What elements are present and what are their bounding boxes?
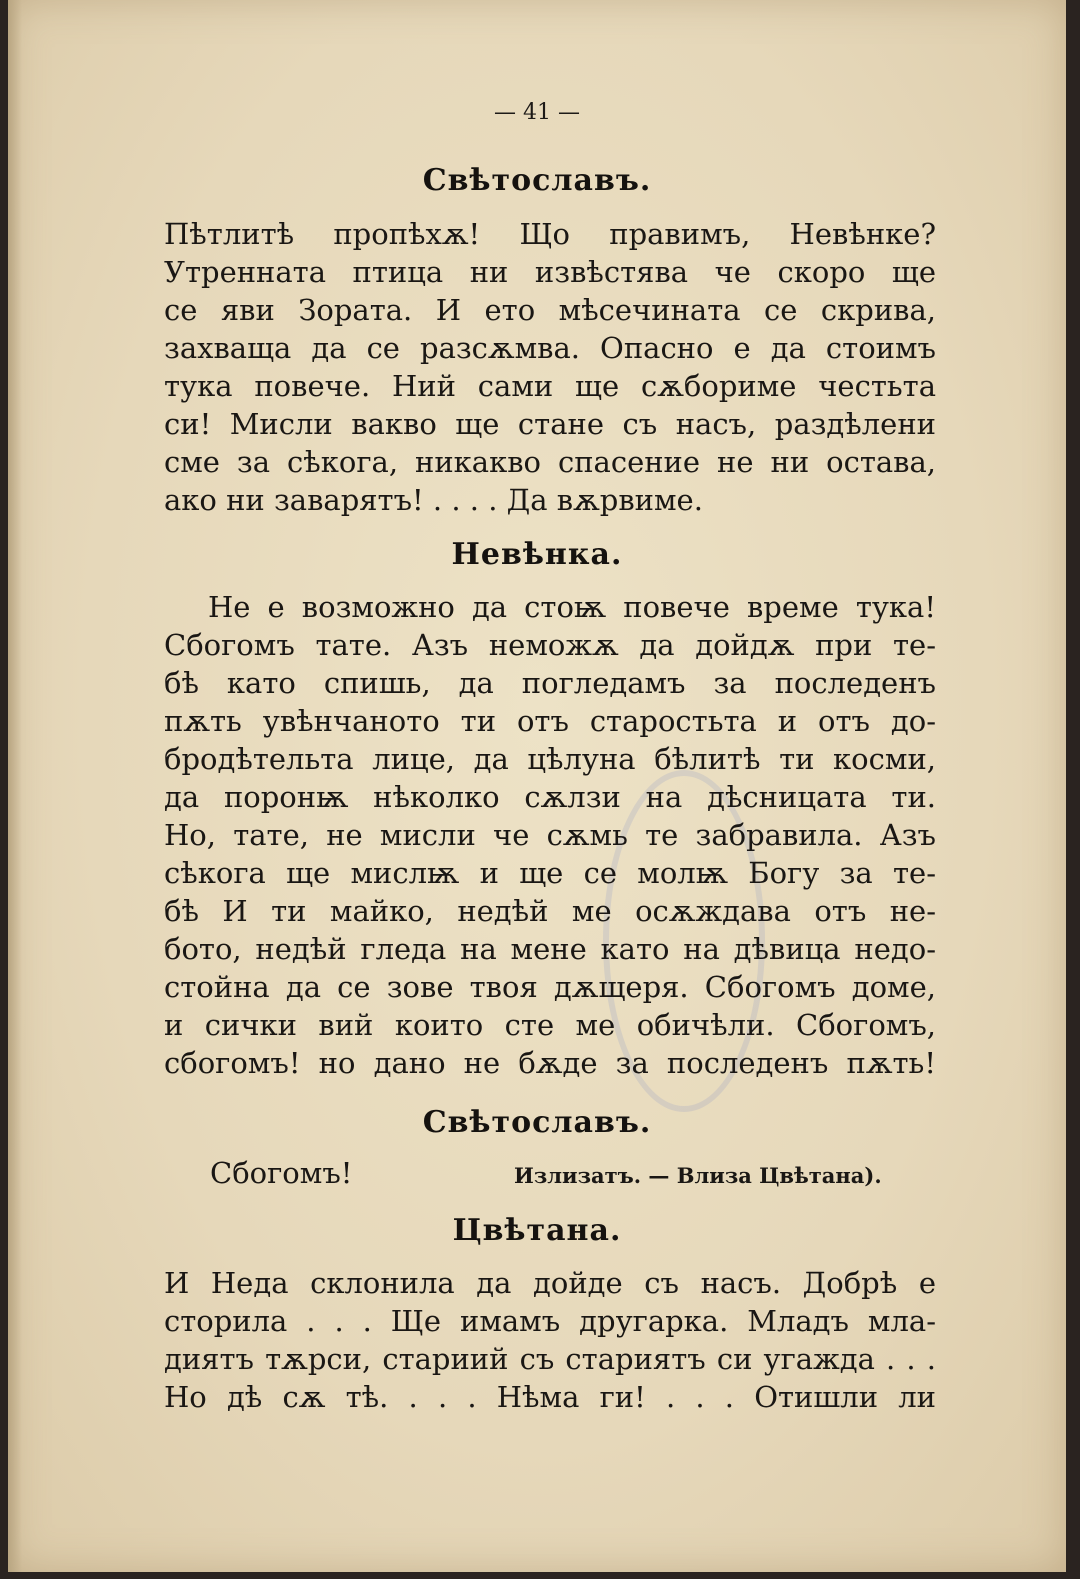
dialogue-paragraph [164,1264,936,1416]
text-line: сѣкога ще мислѭ и ще се молѭ Богу за те- [164,856,936,890]
text-line: захваща да се разсѫмва. Опасно е да стоимъ [164,331,936,365]
text-line: диятъ тѫрси, стариий съ стариятъ си угажда . . . [164,1342,936,1376]
text-line: си! Мисли вакво ще стане съ насъ, раздѣлени [164,407,936,441]
text-line: стойна да се зове твоя дѫщеря. Сбогомъ доме, [164,970,936,1004]
text-line: сбогомъ! но дано не бѫде за последенъ пѫть! [164,1046,936,1080]
text-line: бѣ като спишь, да погледамъ за последенъ [164,666,936,700]
speaker-name: Цвѣтана. [452,1213,622,1248]
text-line: пѫть увѣнчаното ти отъ старостьта и отъ до- [164,704,936,738]
dialogue-paragraph [164,588,936,1082]
book-page [8,0,1066,1572]
text-line: и сички вий които сте ме обичѣли. Сбогомъ, [164,1008,936,1042]
text-line: Пѣтлитѣ пропѣхѫ! Що правимъ, Невѣнке? [164,217,936,251]
text-line: Утренната птица ни извѣстява че скоро ще [164,255,936,289]
text-line: сторила . . . Ще имамъ другарка. Младъ мла- [164,1304,936,1338]
text-line: Но, тате, не мисли че сѫмь те забравила. Азъ [164,818,936,852]
dialogue-paragraph [164,215,936,519]
text-line: И Неда склонила да дойде съ насъ. Добрѣ е [164,1266,936,1300]
speaker-name: Свѣтославъ. [422,163,652,198]
text-line: Сбогомъ тате. Азъ неможѫ да дойдѫ при те- [164,628,936,662]
text-line: бродѣтельта лице, да цѣлуна бѣлитѣ ти косми, [164,742,936,776]
speaker-name: Свѣтославъ. [422,1105,652,1140]
speaker-name: Невѣнка. [451,537,623,572]
text-line: сме за сѣкога, никакво спасение не ни остава, [164,445,936,479]
text-line: бото, недѣй гледа на мене като на дѣвица недо- [164,932,936,966]
text-line: Но дѣ сѫ тѣ. . . . Нѣма ги! . . . Отишли ли [164,1380,936,1414]
text-line: тука повече. Ний сами ще сѫбориме честьта [164,369,936,403]
stage-direction: Излизатъ. — Влиза Цвѣтана). [514,1163,882,1188]
text-line: да поронѭ нѣколко сѫлзи на дѣсницата ти. [164,780,936,814]
page-spine-shadow [8,0,22,1572]
text-line: Не е возможно да стоѭ повече време тука! [208,590,936,624]
text-line: Сбогомъ! [210,1156,353,1190]
page-number: — 41 — [494,100,580,125]
text-line: се яви Зората. И ето мѣсечината се скрива, [164,293,936,327]
text-line: бѣ И ти майко, недѣй ме осѫждава отъ не- [164,894,936,928]
text-line: ако ни заварятъ! . . . . Да вѫрвиме. [164,483,703,517]
